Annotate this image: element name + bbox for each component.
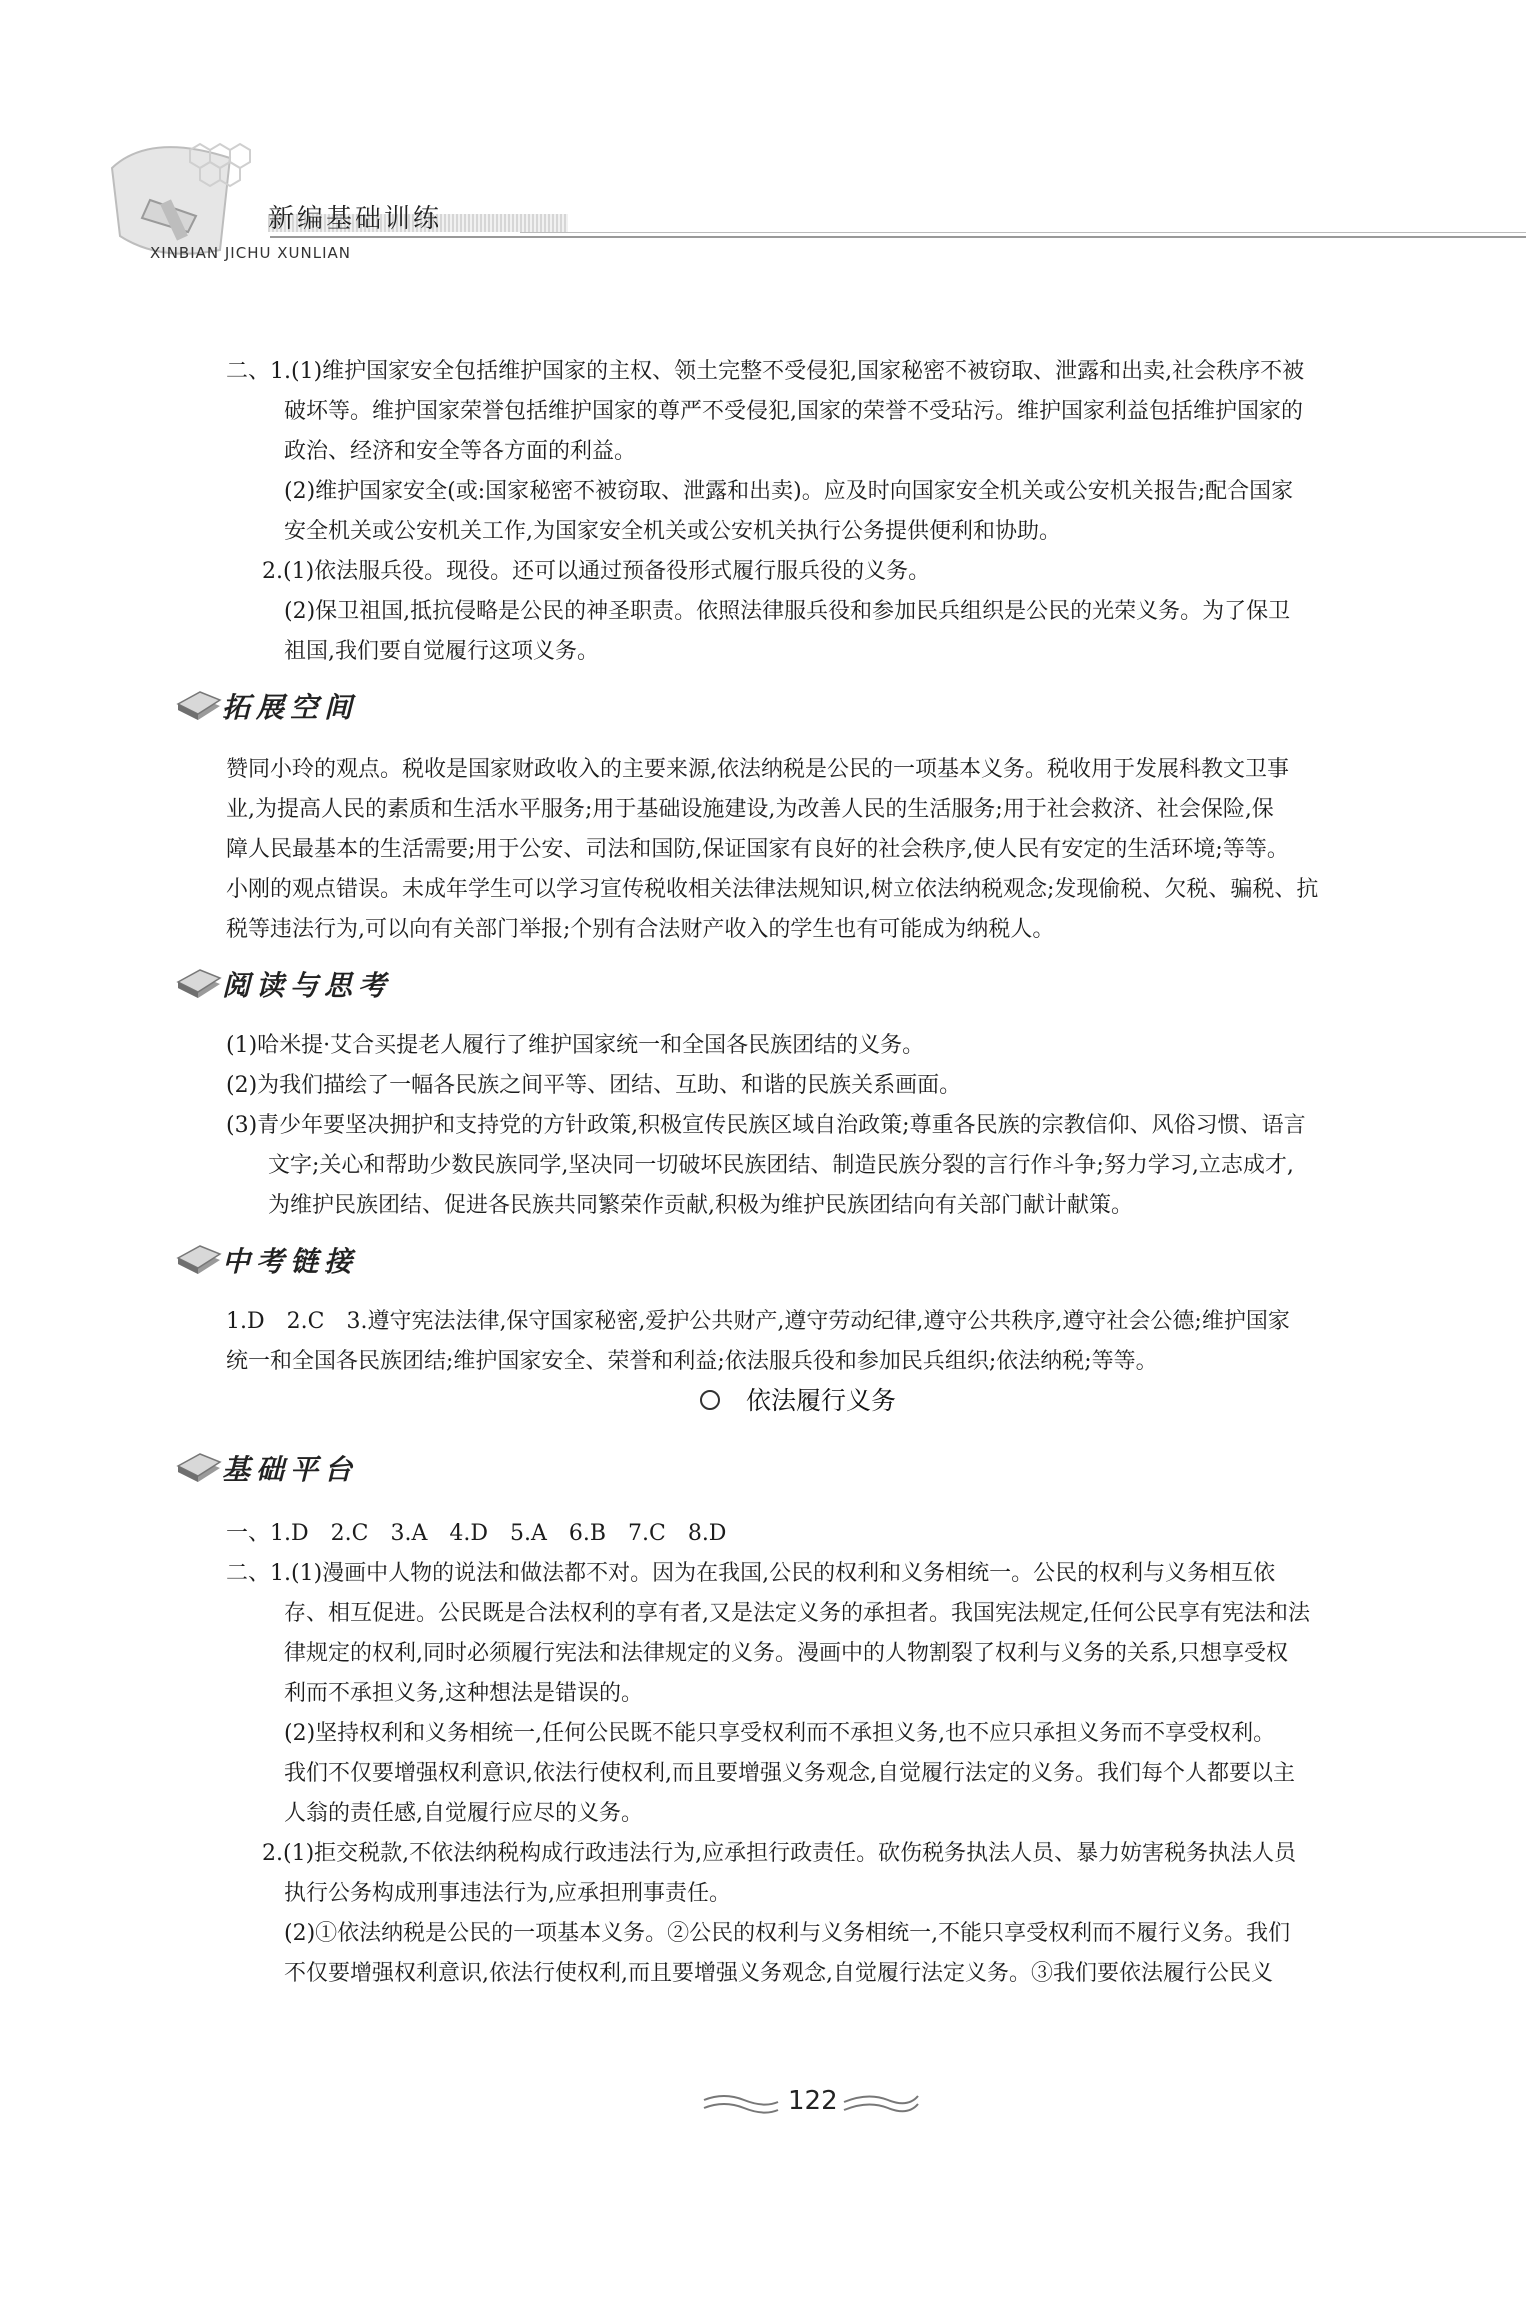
answer-line: 律规定的权利,同时必须履行宪法和法律规定的义务。漫画中的人物割裂了权利与义务的关系,只想享受权 [284,1641,1288,1666]
answer-line: (2)坚持权利和义务相统一,任何公民既不能只享受权利而不承担义务,也不应只承担义务而不享受权利。 [284,1721,1276,1746]
answer-line: 存、相互促进。公民既是合法权利的享有者,又是法定义务的承担者。我国宪法规定,任何公民享有宪法和法 [284,1601,1310,1626]
lesson-title [700,1381,896,1421]
lesson-title-text: 依法履行义务 [746,1386,897,1415]
page-header [0,0,1526,280]
header-rule [270,236,1526,238]
answer-line: 我们不仅要增强权利意识,依法行使权利,而且要增强义务观念,自觉履行法定的义务。我们每个人都要以主 [284,1761,1295,1786]
answer-line: (2)保卫祖国,抵抗侵略是公民的神圣职责。依照法律服兵役和参加民兵组织是公民的光荣义务。为了保卫 [284,599,1291,624]
section-heading-jichu [176,1444,436,1494]
book-icon [176,1446,222,1486]
answer-line: 2.(1)依法服兵役。现役。还可以通过预备役形式履行服兵役的义务。 [262,559,931,584]
answer-line: 2.(1)拒交税款,不依法纳税构成行政违法行为,应承担行政责任。砍伤税务执法人员、暴力妨害税务执法人员 [262,1841,1297,1866]
answer-line: 政治、经济和安全等各方面的利益。 [284,439,637,464]
answer-line: 二、1.(1)漫画中人物的说法和做法都不对。因为在我国,公民的权利和义务相统一。公民的权利与义务相互依 [226,1561,1276,1586]
book-icon [176,684,222,724]
answer-line: 利而不承担义务,这种想法是错误的。 [284,1681,643,1706]
answer-line: 人翁的责任感,自觉履行应尽的义务。 [284,1801,643,1826]
circle-icon [700,1390,720,1410]
answer-line: (1)哈米提·艾合买提老人履行了维护国家统一和全国各民族团结的义务。 [226,1033,925,1058]
header-rule-thin [520,232,1526,233]
header-subtitle: XINBIAN JICHU XUNLIAN [150,244,351,262]
answer-line: (2)①依法纳税是公民的一项基本义务。②公民的权利与义务相统一,不能只享受权利而不履行义务。我们 [284,1921,1291,1946]
answer-line: 障人民最基本的生活需要;用于公安、司法和国防,保证国家有良好的社会秩序,使人民有安定的生活环境;等等。 [226,837,1289,862]
answer-line: 安全机关或公安机关工作,为国家安全机关或公安机关执行公务提供便利和协助。 [284,519,1061,544]
section-heading-yuedu [176,960,436,1010]
answer-line: 执行公务构成刑事违法行为,应承担刑事责任。 [284,1881,731,1906]
answer-line: (2)为我们描绘了一幅各民族之间平等、团结、互助、和谐的民族关系画面。 [226,1073,962,1098]
header-title: 新编基础训练 [268,204,443,234]
wave-left-icon [700,2090,780,2120]
answer-line: 二、1.(1)维护国家安全包括维护国家的主权、领土完整不受侵犯,国家秘密不被窃取、泄露和出卖,社会秩序不被 [226,359,1305,384]
answer-line: 业,为提高人民的素质和生活水平服务;用于基础设施建设,为改善人民的生活服务;用于社会救济、社会保险,保 [226,797,1274,822]
header-logo-icon [0,0,300,280]
wave-right-icon [842,2090,922,2120]
answer-line: 1.D 2.C 3.遵守宪法法律,保守国家秘密,爱护公共财产,遵守劳动纪律,遵守公共秩序,遵守社会公德;维护国家 [226,1309,1290,1334]
answer-line: 破坏等。维护国家荣誉包括维护国家的尊严不受侵犯,国家的荣誉不受玷污。维护国家利益包括维护国家的 [284,399,1303,424]
page-footer [700,2082,920,2122]
answer-line: 文字;关心和帮助少数民族同学,坚决同一切破坏民族团结、制造民族分裂的言行作斗争;努力学习,立志成才, [268,1153,1294,1178]
section-title: 基础平台 [222,1453,359,1486]
answer-line: 一、1.D 2.C 3.A 4.D 5.A 6.B 7.C 8.D [226,1521,727,1546]
section-heading-zhongkao [176,1236,436,1286]
answer-line: 不仅要增强权利意识,依法行使权利,而且要增强义务观念,自觉履行法定义务。③我们要依法履行公民义 [284,1961,1273,1986]
answer-line: (2)维护国家安全(或:国家秘密不被窃取、泄露和出卖)。应及时向国家安全机关或公安机关报告;配合国家 [284,479,1294,504]
book-icon [176,1238,222,1278]
answer-line: 为维护民族团结、促进各民族共同繁荣作贡献,积极为维护民族团结向有关部门献计献策。 [268,1193,1133,1218]
answer-line: (3)青少年要坚决拥护和支持党的方针政策,积极宣传民族区域自治政策;尊重各民族的宗教信仰、风俗习惯、语言 [226,1113,1306,1138]
answer-line: 税等违法行为,可以向有关部门举报;个别有合法财产收入的学生也有可能成为纳税人。 [226,917,1055,942]
section-title: 阅读与思考 [222,969,393,1002]
page-number: 122 [788,2086,838,2116]
answer-line: 统一和全国各民族团结;维护国家安全、荣誉和利益;依法服兵役和参加民兵组织;依法纳税;等等。 [226,1349,1158,1374]
book-icon [176,962,222,1002]
answer-line: 小刚的观点错误。未成年学生可以学习宣传税收相关法律法规知识,树立依法纳税观念;发现偷税、欠税、骗税、抗 [226,877,1319,902]
section-heading-tuozhan [176,682,436,732]
section-title: 拓展空间 [222,691,359,724]
answer-line: 赞同小玲的观点。税收是国家财政收入的主要来源,依法纳税是公民的一项基本义务。税收用于发展科教文卫事 [226,757,1289,782]
section-title: 中考链接 [222,1245,359,1278]
answer-line: 祖国,我们要自觉履行这项义务。 [284,639,599,664]
